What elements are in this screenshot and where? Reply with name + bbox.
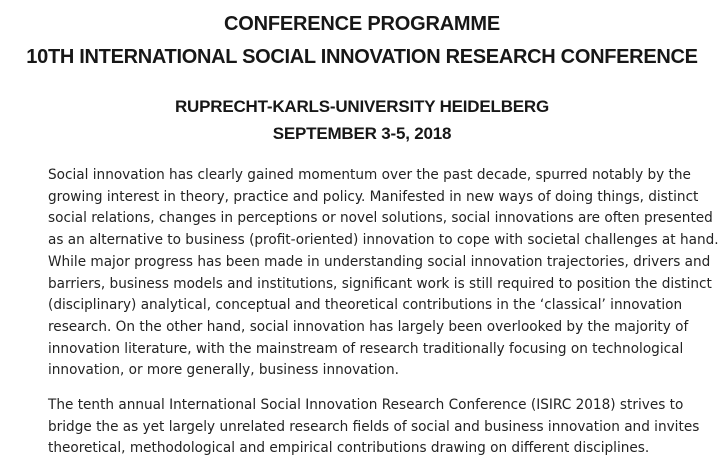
- paragraph-line: growing interest in theory, practice and policy. Manifested in new ways of doing things, distinct: [48, 188, 699, 205]
- paragraph-line: The tenth annual International Social Innovation Research Conference (ISIRC 2018) strives to: [48, 397, 684, 413]
- paragraph-line: research. On the other hand, social innovation has largely been overlooked by the majority of: [48, 318, 689, 335]
- conference-venue: RUPRECHT-KARLS-UNIVERSITY HEIDELBERG: [174, 97, 550, 116]
- paragraph-line: social relations, changes in perceptions or novel solutions, social innovations are often presented: [48, 210, 713, 227]
- paragraph-line: innovation, or more generally, business innovation.: [48, 362, 399, 379]
- paragraph-line: While major progress has been made in understanding social innovation trajectories, drivers and: [48, 253, 711, 270]
- paragraph-line: barriers, business models and institutions, significant work is still required to position the distinct: [48, 275, 712, 292]
- page-title: CONFERENCE PROGRAMME: [223, 13, 500, 35]
- conference-name: 10TH INTERNATIONAL SOCIAL INNOVATION RESEARCH CONFERENCE: [26, 46, 698, 68]
- conference-dates: SEPTEMBER 3-5, 2018: [272, 124, 452, 143]
- paragraph-line: theoretical, methodological and empirical contributions drawing on different disciplines.: [48, 440, 650, 457]
- intro-paragraph: [48, 165, 724, 382]
- paragraph-line: (disciplinary) analytical, conceptual and theoretical contributions in the ‘classical’ innovation: [48, 297, 683, 314]
- paragraph-line: innovation literature, with the mainstream of research traditionally focusing on technological: [48, 340, 684, 357]
- paragraph-line: bridge the as yet largely unrelated research fields of social and business innovation and invites: [48, 418, 700, 435]
- paragraph-line: as an alternative to business (profit-oriented) innovation to cope with societal challenges at hand.: [48, 232, 719, 249]
- paragraph-line: Social innovation has clearly gained momentum over the past decade, spurred notably by the: [48, 167, 691, 183]
- conference-aim-paragraph: [48, 395, 724, 460]
